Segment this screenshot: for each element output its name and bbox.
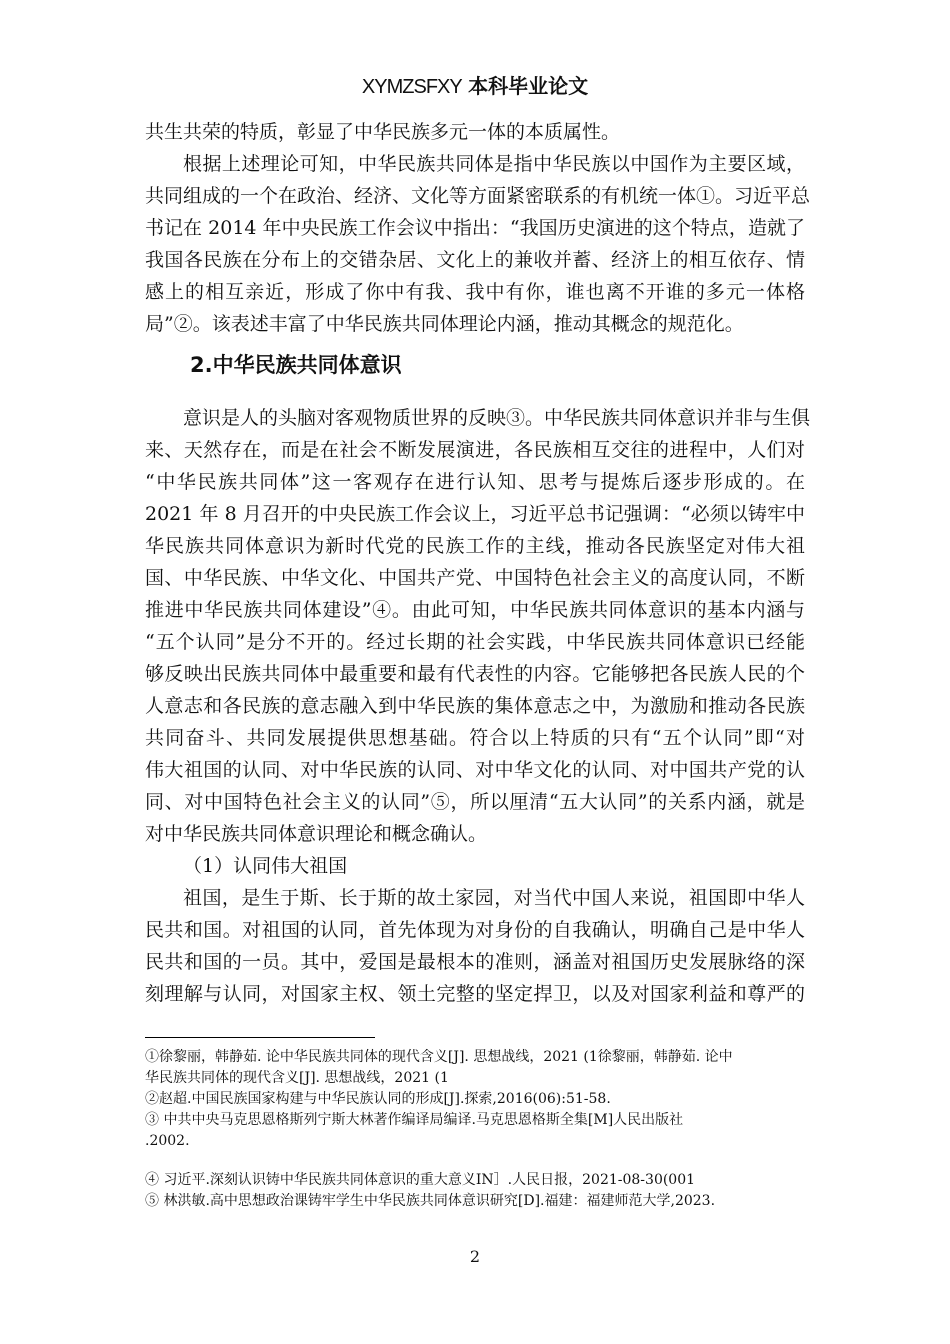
- text-line: 民共和国的一员。其中，爱国是最根本的准则，涵盖对祖国历史发展脉络的深: [145, 951, 805, 973]
- page-header: [0, 72, 950, 101]
- text-line: 推进中华民族共同体建设”④。由此可知，中华民族共同体意识的基本内涵与: [145, 599, 805, 621]
- header-latin: XYMZSFXY: [361, 76, 462, 98]
- text-line: 祖国，是生于斯、长于斯的故土家园，对当代中国人来说，祖国即中华人: [183, 887, 805, 909]
- text-line: 伟大祖国的认同、对中华民族的认同、对中华文化的认同、对中国共产党的认: [145, 759, 805, 781]
- text-line: 来、天然存在，而是在社会不断发展演进，各民族相互交往的进程中，人们对: [145, 439, 805, 461]
- text-line: 人意志和各民族的意志融入到中华民族的集体意志之中，为激励和推动各民族: [145, 695, 805, 717]
- header-title: 本科毕业论文: [468, 74, 589, 98]
- footnote-divider: [145, 1037, 375, 1038]
- footnote-4: ④ 习近平.深刻认识铸中华民族共同体意识的重大意义IN］.人民日报，2021-08-30(001: [145, 1172, 696, 1188]
- body-top: [145, 116, 811, 340]
- text-line: 刻理解与认同，对国家主权、领土完整的坚定捍卫，以及对国家利益和尊严的: [145, 983, 805, 1005]
- text-line: 感上的相互亲近，形成了你中有我、我中有你，谁也离不开谁的多元一体格: [145, 281, 805, 303]
- subheading: （1）认同伟大祖国: [183, 855, 348, 877]
- body-main: [145, 402, 811, 1010]
- text-line: 够反映出民族共同体中最重要和最有代表性的内容。它能够把各民族人民的个: [145, 663, 805, 685]
- footnotes: [145, 1047, 805, 1212]
- text-line: 对中华民族共同体意识理论和概念确认。: [145, 823, 488, 845]
- text-line: “五个认同”是分不开的。经过长期的社会实践，中华民族共同体意识已经能: [145, 631, 805, 653]
- page-number: 2: [469, 1247, 481, 1266]
- text-line: 根据上述理论可知，中华民族共同体是指中华民族以中国作为主要区域，: [183, 153, 805, 175]
- footnote-gap: [145, 1152, 805, 1170]
- footnote-3: ③ 中共中央马克思恩格斯列宁斯大林著作编译局编译.马克思恩格斯全集[M]人民出版社: [145, 1112, 684, 1128]
- text-line: 共同奋斗、共同发展提供思想基础。符合以上特质的只有“五个认同”即“对: [145, 727, 805, 749]
- text-line: 同、对中国特色社会主义的认同”⑤，所以厘清“五大认同”的关系内涵，就是: [145, 791, 805, 813]
- footnote-1-cont: 华民族共同体的现代含义[J]. 思想战线，2021 (1: [145, 1070, 449, 1086]
- footnote-3-cont: .2002.: [145, 1133, 190, 1149]
- text-line: 华民族共同体意识为新时代党的民族工作的主线，推动各民族坚定对伟大祖: [145, 535, 805, 557]
- text-line: 共同组成的一个在政治、经济、文化等方面紧密联系的有机统一体①。习近平总: [145, 185, 811, 207]
- text-line: 局”②。该表述丰富了中华民族共同体理论内涵，推动其概念的规范化。: [145, 313, 744, 335]
- footnote-5: ⑤ 林洪敏.高中思想政治课铸牢学生中华民族共同体意识研究[D].福建：福建师范大学,2023.: [145, 1193, 716, 1209]
- text-line: 书记在 2014 年中央民族工作会议中指出：“我国历史演进的这个特点，造就了: [145, 217, 805, 239]
- text-line: 意识是人的头脑对客观物质世界的反映③。中华民族共同体意识并非与生俱: [183, 407, 811, 429]
- text-line: 国、中华民族、中华文化、中国共产党、中国特色社会主义的高度认同，不断: [145, 567, 805, 589]
- text-line: 我国各民族在分布上的交错杂居、文化上的兼收并蓄、经济上的相互依存、情: [145, 249, 805, 271]
- text-line: 共生共荣的特质，彰显了中华民族多元一体的本质属性。: [145, 121, 621, 143]
- footnote-1: ①徐黎丽，韩静茹. 论中华民族共同体的现代含义[J]. 思想战线，2021 (1徐黎丽，韩静茹. 论中: [145, 1049, 733, 1065]
- section-heading: 2.中华民族共同体意识: [190, 353, 402, 377]
- text-line: 民共和国。对祖国的认同，首先体现为对身份的自我确认，明确自己是中华人: [145, 919, 805, 941]
- footnote-2: ②赵超.中国民族国家构建与中华民族认同的形成[J].探索,2016(06):51-58.: [145, 1091, 611, 1107]
- text-line: 2021 年 8 月召开的中央民族工作会议上，习近平总书记强调：“必须以铸牢中: [145, 503, 805, 525]
- text-line: “中华民族共同体”这一客观存在进行认知、思考与提炼后逐步形成的。在: [145, 471, 805, 493]
